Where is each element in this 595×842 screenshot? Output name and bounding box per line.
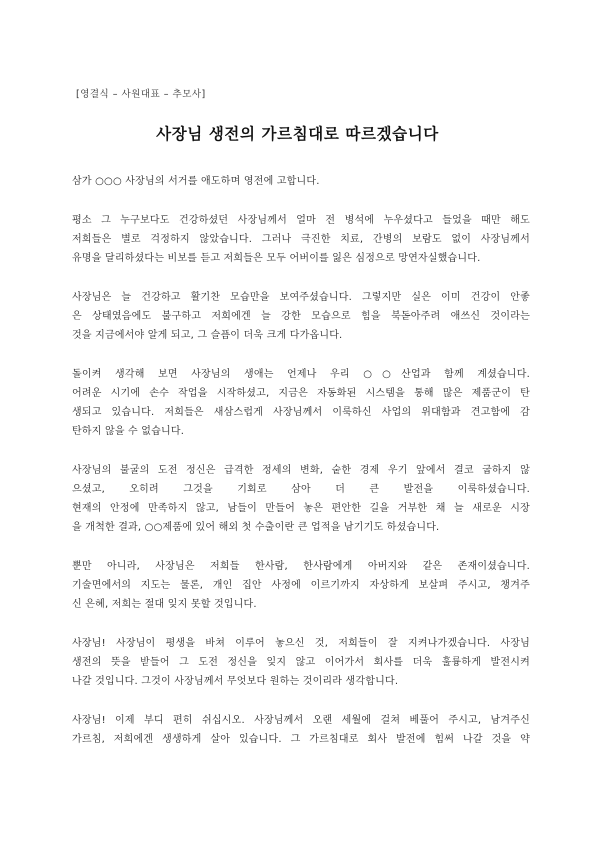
document-title: 사장님 생전의 가르침대로 따르겠습니다: [156, 125, 439, 143]
paragraph-line: 삼가 ○○○ 사장님의 서거를 애도하며 영전에 고합니다.: [72, 176, 320, 187]
paragraph-line: 생전의 뜻을 받들어 그 도전 정신을 잊지 않고 이어가서 회사를 더욱 훌륭하게 발전시켜: [72, 657, 530, 668]
paragraph-line: 유명을 달리하셨다는 비보를 듣고 저희들은 모두 어버이를 잃은 심정으로 망연자실했습니다.: [72, 253, 481, 264]
paragraph-line: 돌이켜 생각해 보면 사장님의 생애는 언제나 우리 ○○산업과 함께 계셨습니다.: [72, 369, 530, 380]
paragraph-line: 뿐만 아니라, 사장님은 저희들 한사람, 한사람에게 아버지와 같은 존재이셨습니다.: [72, 561, 530, 572]
paragraph-line: 저희들은 별로 걱정하지 않았습니다. 그러나 극진한 치료, 간병의 보람도 없이 사장님께서: [72, 234, 530, 245]
paragraph-line: 사장님은 늘 건강하고 활기찬 모습만을 보여주셨습니다. 그렇지만 실은 이미 건강이 안좋: [72, 292, 530, 303]
body-paragraph: [72, 288, 530, 345]
paragraph-line: 신 은혜, 저희는 절대 잊지 못할 것입니다.: [72, 599, 257, 610]
body-paragraph: [72, 211, 530, 268]
body-paragraph: [72, 365, 530, 441]
paragraph-line: 사장님의 불굴의 도전 정신은 급격한 정세의 변화, 숱한 경제 우기 앞에서 결코 굽하지 않: [72, 465, 530, 476]
body-paragraph: [72, 634, 530, 691]
paragraph-line: 은 상태였음에도 불구하고 저희에겐 늘 강한 모습으로 힘을 북돋아주려 애쓰신 것이라는: [72, 311, 530, 322]
body-paragraph: [72, 172, 530, 191]
paragraph-line: 것을 지금에서야 알게 되고, 그 슬픔이 더욱 크게 다가옵니다.: [72, 330, 343, 341]
paragraph-line: 사장님! 사장님이 평생을 바쳐 이루어 놓으신 것, 저희들이 잘 지켜나가겠습니다. 사장님: [72, 638, 530, 649]
paragraph-line: 탄하지 않을 수 없습니다.: [72, 426, 185, 437]
paragraph-line: 기술면에서의 지도는 물론, 개인 집안 사정에 이르기까지 자상하게 보살펴 주시고, 챙겨주: [72, 580, 530, 591]
paragraph-line: 어려운 시기에 손수 작업을 시작하셨고, 지금은 자동화된 시스템을 통해 많은 제품군이 탄: [72, 388, 530, 399]
document-body: [72, 172, 530, 769]
body-paragraph: [72, 461, 530, 537]
document-category-tag: [영결식 – 사원대표 – 추모사]: [76, 89, 206, 100]
paragraph-line: 생되고 있습니다. 저희들은 새삼스럽게 사장님께서 이룩하신 사업의 위대함과 견고함에 감: [72, 407, 530, 418]
paragraph-line: 현재의 안정에 만족하지 않고, 남들이 만들어 놓은 편안한 길을 거부한 채 늘 새로운 시장: [72, 503, 530, 514]
paragraph-line: 평소 그 누구보다도 건강하셨던 사장님께서 얼마 전 병석에 누우셨다고 들었을 때만 해도: [72, 215, 530, 226]
paragraph-line: 나갈 것입니다. 그것이 사장님께서 무엇보다 원하는 것이리라 생각합니다.: [72, 676, 399, 687]
paragraph-line: 가르침, 저희에겐 생생하게 살아 있습니다. 그 가르침대로 회사 발전에 힘써 나갈 것을 약: [72, 734, 530, 745]
paragraph-line: 을 개척한 결과, ○○제품에 있어 해외 첫 수출이란 큰 업적을 남기기도 하셨습니다.: [72, 522, 440, 533]
paragraph-line: 사장님! 이제 부디 편히 쉬십시오. 사장님께서 오랜 세월에 걸쳐 베풀어 주시고, 남겨주신: [72, 715, 530, 726]
paragraph-line: 으셨고, 오히려 그것을 기회로 삼아 더 큰 발전을 이룩하셨습니다.: [72, 484, 530, 495]
body-paragraph: [72, 711, 530, 749]
body-paragraph: [72, 557, 530, 614]
